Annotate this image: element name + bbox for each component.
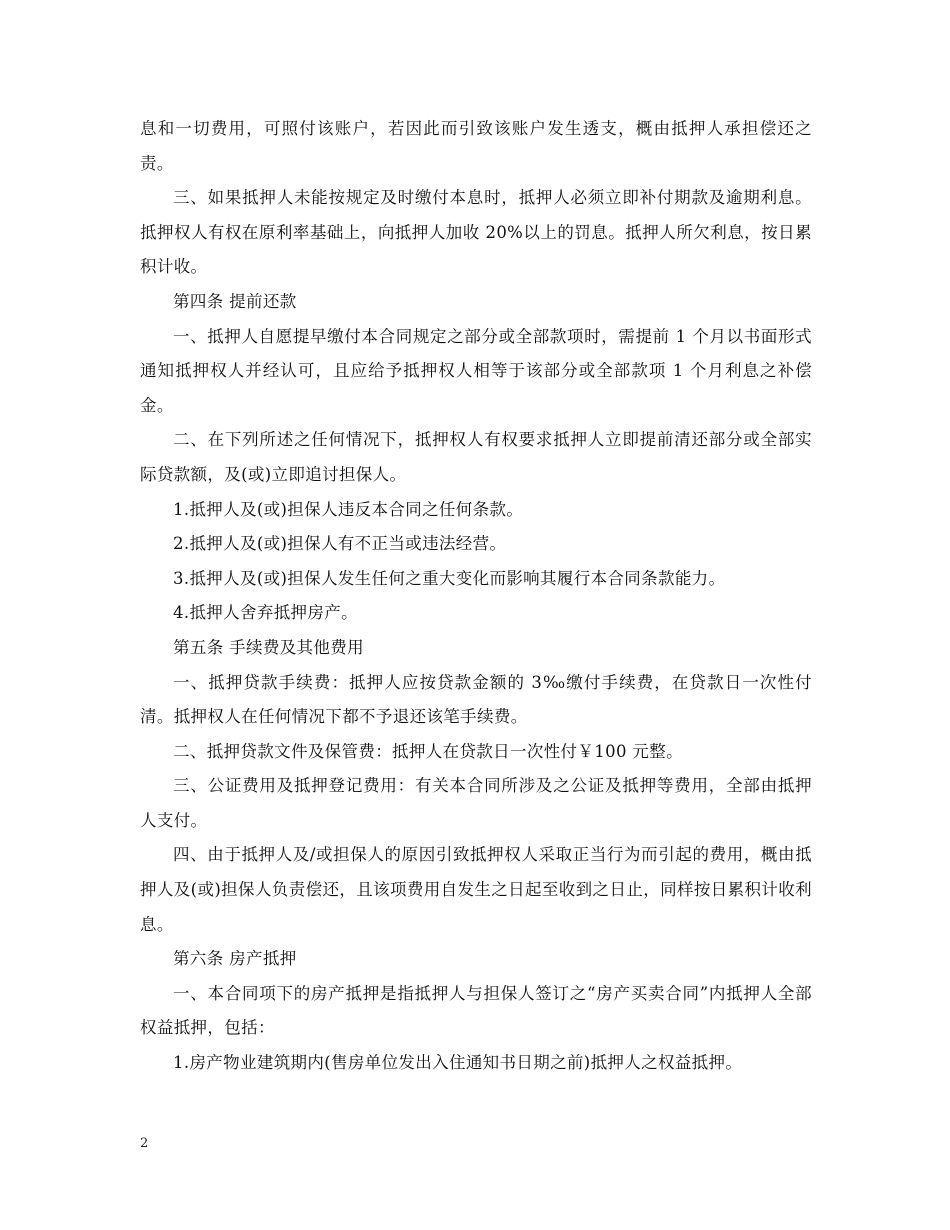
list-item-2: 2.抵押人及(或)担保人有不正当或违法经营。 — [173, 534, 507, 554]
paragraph-clause-3-overdue: 三、如果抵押人未能按规定及时缴付本息时，抵押人必须立即补付期款及逾期利息。抵押权人有权在原利率基础上，向抵押人加收 20%以上的罚息。抵押人所欠利息，按日累积计收。 — [140, 188, 812, 277]
page-number: 2 — [140, 1136, 149, 1151]
paragraph-early-repayment-2: 二、在下列所述之任何情况下，抵押权人有权要求抵押人立即提前清还部分或全部实际贷款额，及(或)立即追讨担保人。 — [140, 430, 812, 484]
list-item-3: 3.抵押人及(或)担保人发生任何之重大变化而影响其履行本合同条款能力。 — [173, 568, 726, 588]
section-heading-article-5: 第五条 手续费及其他费用 — [173, 637, 364, 657]
section-heading-article-4: 第四条 提前还款 — [173, 291, 297, 311]
paragraph-fee-3: 三、公证费用及抵押登记费用：有关本合同所涉及之公证及抵押等费用，全部由抵押人支付。 — [140, 776, 812, 830]
document-body — [140, 112, 812, 1081]
section-heading-article-6: 第六条 房产抵押 — [173, 949, 297, 969]
paragraph-fee-1: 一、抵押贷款手续费：抵押人应按贷款金额的 3‰缴付手续费，在贷款日一次性付清。抵押权人在任何情况下都不予退还该笔手续费。 — [140, 672, 812, 727]
paragraph-early-repayment-1: 一、抵押人自愿提早缴付本合同规定之部分或全部款项时，需提前 1 个月以书面形式通知抵押权人并经认可，且应给予抵押权人相等于该部分或全部款项 1 个月利息之补偿金。 — [140, 326, 812, 415]
paragraph-continuation: 息和一切费用，可照付该账户，若因此而引致该账户发生透支，概由抵押人承担偿还之责。 — [140, 119, 812, 173]
list-item-mortgage-1: 1.房产物业建筑期内(售房单位发出入住通知书日期之前)抵押人之权益抵押。 — [173, 1053, 743, 1073]
list-item-1: 1.抵押人及(或)担保人违反本合同之任何条款。 — [173, 499, 524, 519]
paragraph-fee-2: 二、抵押贷款文件及保管费：抵押人在贷款日一次性付￥100 元整。 — [173, 741, 683, 761]
list-item-4: 4.抵押人舍弃抵押房产。 — [173, 603, 358, 623]
paragraph-mortgage-1: 一、本合同项下的房产抵押是指抵押人与担保人签订之“房产买卖合同”内抵押人全部权益抵押，包括： — [140, 983, 812, 1038]
paragraph-fee-4: 四、由于抵押人及/或担保人的原因引致抵押权人采取正当行为而引起的费用，概由抵押人及(或)担保人负责偿还，且该项费用自发生之日起至收到之日止，同样按日累积计收利息。 — [140, 845, 812, 934]
